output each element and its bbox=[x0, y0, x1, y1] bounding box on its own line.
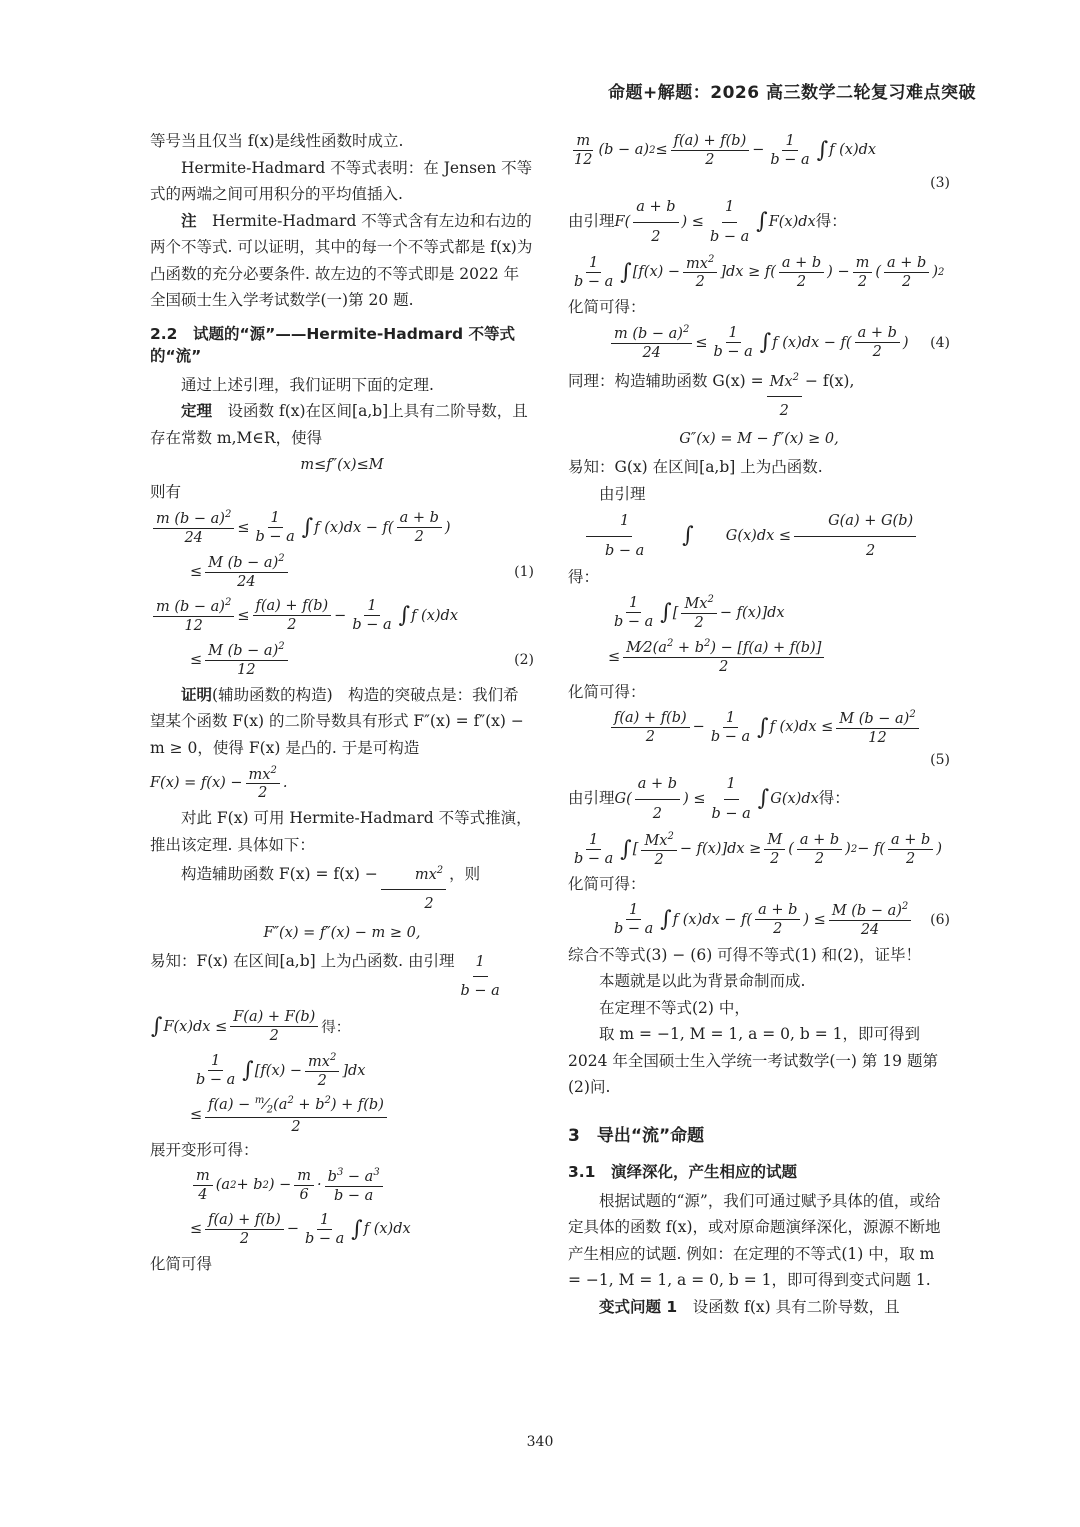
theorem-paragraph bbox=[150, 398, 534, 451]
equation-expand-a: m 4 (a 2 + b 2 ) − m 6 · $b^3 - a^3$ b − a bbox=[150, 1163, 534, 1207]
paragraph: 化简可得： bbox=[568, 682, 646, 701]
variant-text: 设函数 f(x) 具有二阶导数，且 bbox=[692, 1297, 900, 1316]
paragraph: 构造辅助函数 F(x) = f(x) − $mx^2$ 2 ，则 bbox=[150, 858, 534, 918]
equation-tag: (6) bbox=[930, 911, 950, 928]
equation-G2: G″(x) = M − f″(x) ≥ 0, bbox=[679, 431, 839, 448]
section-heading-3-1: 3.1 演绎深化，产生相应的试题 bbox=[568, 1162, 797, 1181]
equation-G-bound: ≤ $M⁄2(a^2 + b^2) - [f(a) + f(b)]$ 2 bbox=[568, 635, 950, 679]
equation-lemma3: 1 b − a ∫ [ Mx$^2$ 2 − f(x)]dx ≥ M 2 ( a + b 2 ) 2 − f( a + b 2 ) bbox=[574, 830, 942, 868]
equation-F-bound: ≤ $f(a) - ^m⁄_2(a^2 + b^2) + f(b)$ 2 bbox=[150, 1093, 534, 1137]
equation-tag: (3) bbox=[930, 175, 950, 191]
paragraph: 由引理F( a + b 2 ) ≤ 1 b − a ∫ F(x)dx得： bbox=[568, 194, 950, 250]
theorem-text: 设函数 f(x)在区间[a,b]上具有二阶导数，且存在常数 m,M∈R，使得 bbox=[150, 402, 528, 447]
equation-G-int: 1 b − a ∫ [ Mx$^2$ 2 − f(x)]dx bbox=[614, 594, 785, 632]
same-tail: − f(x), bbox=[804, 371, 855, 390]
equation-F-def: F(x) = f(x) − $mx^2$ 2 . bbox=[150, 764, 288, 802]
equation-4: m $(b - a)^2$ 24 ≤ 1 b − a ∫ f (x)dx − f( a + b 2 ) (4) bbox=[568, 321, 950, 365]
lemma-tail: 得： bbox=[815, 211, 847, 230]
construct-text: 构造辅助函数 F(x) = f(x) − bbox=[181, 864, 378, 883]
paragraph: 根据试题的“源”，我们可通过赋予具体的值，或给定具体的函数 f(x)，或对原命题演绎深化，源源不断地产生相应的试题. 例如：在定理的不等式(1) 中，取 m = −1, M = 1, a = 0, b = 1，即可得到变式问题 1. bbox=[568, 1191, 941, 1290]
equation-6: 1 b − a ∫ f (x)dx − f( a + b 2 ) ≤ M $(b - a)^2$ 24 (6) bbox=[614, 901, 950, 939]
proof-text: 构造的突破点是：我们希望某个函数 F(x) 的二阶导数具有形式 F″(x) = f″(x) − m ≥ 0，使得 F(x) 是凸的. 于是可构造 bbox=[150, 685, 524, 757]
paragraph: 化简可得 bbox=[150, 1255, 213, 1274]
equation-tag: (5) bbox=[930, 752, 950, 769]
lemma-text: 由引理 bbox=[599, 484, 646, 503]
equation-expand-b: ≤ f(a) + f(b) 2 − 1 b − a ∫ f (x)dx bbox=[190, 1211, 411, 1247]
paragraph: 化简可得： bbox=[568, 875, 646, 894]
paragraph: 本题就是以此为背景命制而成. bbox=[599, 972, 806, 991]
paragraph: 对此 F(x) 可用 Hermite-Hadmard 不等式推演，推出该定理. 具体如下： bbox=[150, 809, 532, 854]
paragraph: 同理：构造辅助函数 G(x) = Mx$^2$ 2 − f(x), bbox=[568, 365, 950, 425]
theorem-condition: m≤f″(x)≤M bbox=[300, 457, 384, 473]
equation-tag: (4) bbox=[930, 334, 950, 351]
section-heading-2-2: 2.2 试题的“源”——Hermite-Hadmard 不等式的“流” bbox=[150, 324, 516, 365]
equation-5: f(a) + f(b) 2 − 1 b − a ∫ f (x)dx ≤ M $(b - a)^2$ 12 bbox=[568, 705, 950, 749]
proof-label: 证明 bbox=[181, 685, 213, 704]
right-column bbox=[568, 128, 950, 1320]
equation-lemma-F: ∫ F(x)dx ≤ F(a) + F(b) 2 得： bbox=[151, 1009, 351, 1045]
proof-sublabel: (辅助函数的构造) bbox=[212, 685, 333, 704]
lemma-tail: 得： bbox=[568, 568, 600, 587]
note-text: Hermite-Hadmard 不等式含有左边和右边的两个不等式. 可以证明，其中的每一个不等式都是 f(x)为凸函数的充分必要条件. 故左边的不等式即是 2022 年全国硕士生入学考试数学(一)第 20 题. bbox=[150, 211, 533, 309]
paragraph: 等号当且仅当 f(x)是线性函数时成立. bbox=[150, 132, 404, 150]
running-header: 命题+解题：2026 高三数学二轮复习难点突破 bbox=[608, 83, 976, 103]
convex-text: 易知：F(x) 在区间[a,b] 上为凸函数. 由引理 bbox=[150, 951, 455, 970]
equation-lemma1: 1 b − a ∫ [f(x) − $mx^2$ 2 ]dx ≥ f( a + b 2 ) − m 2 ( a + b 2 ) 2 bbox=[574, 253, 945, 291]
paragraph: 通过上述引理，我们证明下面的定理. bbox=[181, 375, 434, 394]
equation-2a: m $(b - a)^2$ 12 ≤ f(a) + f(b) 2 − 1 b − a ∫ f (x)dx bbox=[150, 594, 534, 638]
theorem-label: 定理 bbox=[181, 402, 213, 420]
paragraph: Hermite-Hadmard 不等式表明：在 Jensen 不等式的两端之间可用积分的平均值插入. bbox=[150, 158, 533, 203]
paragraph: 由引理 1 b − a ∫ G(x)dx ≤ G(a) + G(b) 2 得： bbox=[568, 481, 950, 591]
lemma-tail: 得： bbox=[321, 1020, 351, 1037]
equation-F2: F″(x) = f″(x) − m ≥ 0, bbox=[263, 924, 421, 941]
paragraph: 由引理G( a + b 2 ) ≤ 1 b − a ∫ G(x)dx得： bbox=[568, 771, 950, 827]
lemma-text: 由引理 bbox=[568, 211, 615, 230]
paragraph: 综合不等式(3) − (6) 可得不等式(1) 和(2)，证毕！ bbox=[568, 945, 922, 964]
equation-3: m 12 (b − a) 2 ≤ f(a) + f(b) 2 − 1 b − a ∫ f (x)dx bbox=[574, 132, 877, 168]
same-text: 同理：构造辅助函数 G(x) = bbox=[568, 371, 764, 390]
paragraph: 展开变形可得： bbox=[150, 1140, 259, 1159]
then-text: 则有 bbox=[150, 483, 182, 501]
lemma-text: 由引理 bbox=[568, 789, 615, 808]
page-number: 340 bbox=[526, 1434, 554, 1450]
paragraph: 易知：F(x) 在区间[a,b] 上为凸函数. 由引理 1 b − a bbox=[150, 948, 534, 1005]
left-column bbox=[150, 128, 534, 1278]
paragraph: 在定理不等式(2) 中， bbox=[599, 998, 750, 1017]
construct-text-tail: ，则 bbox=[449, 864, 481, 883]
paragraph: 易知：G(x) 在区间[a,b] 上为凸函数. bbox=[568, 458, 823, 477]
equation-1b: ≤ M $(b - a)^2$ 24 (1) bbox=[190, 553, 534, 590]
paragraph: 取 m = −1, M = 1, a = 0, b = 1，即可得到 2024 年全国硕士生入学统一考试数学(一) 第 19 题第(2)问. bbox=[568, 1025, 938, 1097]
lemma-tail: 得： bbox=[818, 789, 850, 808]
equation-F-int: 1 b − a ∫ [f(x) − $mx^2$ 2 ]dx bbox=[196, 1052, 366, 1090]
section-heading-3: 3 导出“流”命题 bbox=[568, 1125, 705, 1146]
equation-2b: ≤ M $(b - a)^2$ 12 (2) bbox=[190, 641, 534, 678]
variant-label: 变式问题 1 bbox=[599, 1297, 678, 1316]
equation-tag: (1) bbox=[514, 563, 534, 580]
note-label: 注 bbox=[181, 211, 197, 230]
paragraph: 化简可得： bbox=[568, 298, 646, 316]
variant-paragraph bbox=[568, 1294, 950, 1321]
equation-1a: m $(b - a)^2$ 24 ≤ 1 b − a ∫ f (x)dx − f( a + b 2 ) bbox=[150, 506, 534, 550]
equation-tag: (2) bbox=[514, 651, 534, 668]
note-paragraph bbox=[150, 208, 534, 314]
proof-paragraph bbox=[150, 682, 534, 762]
